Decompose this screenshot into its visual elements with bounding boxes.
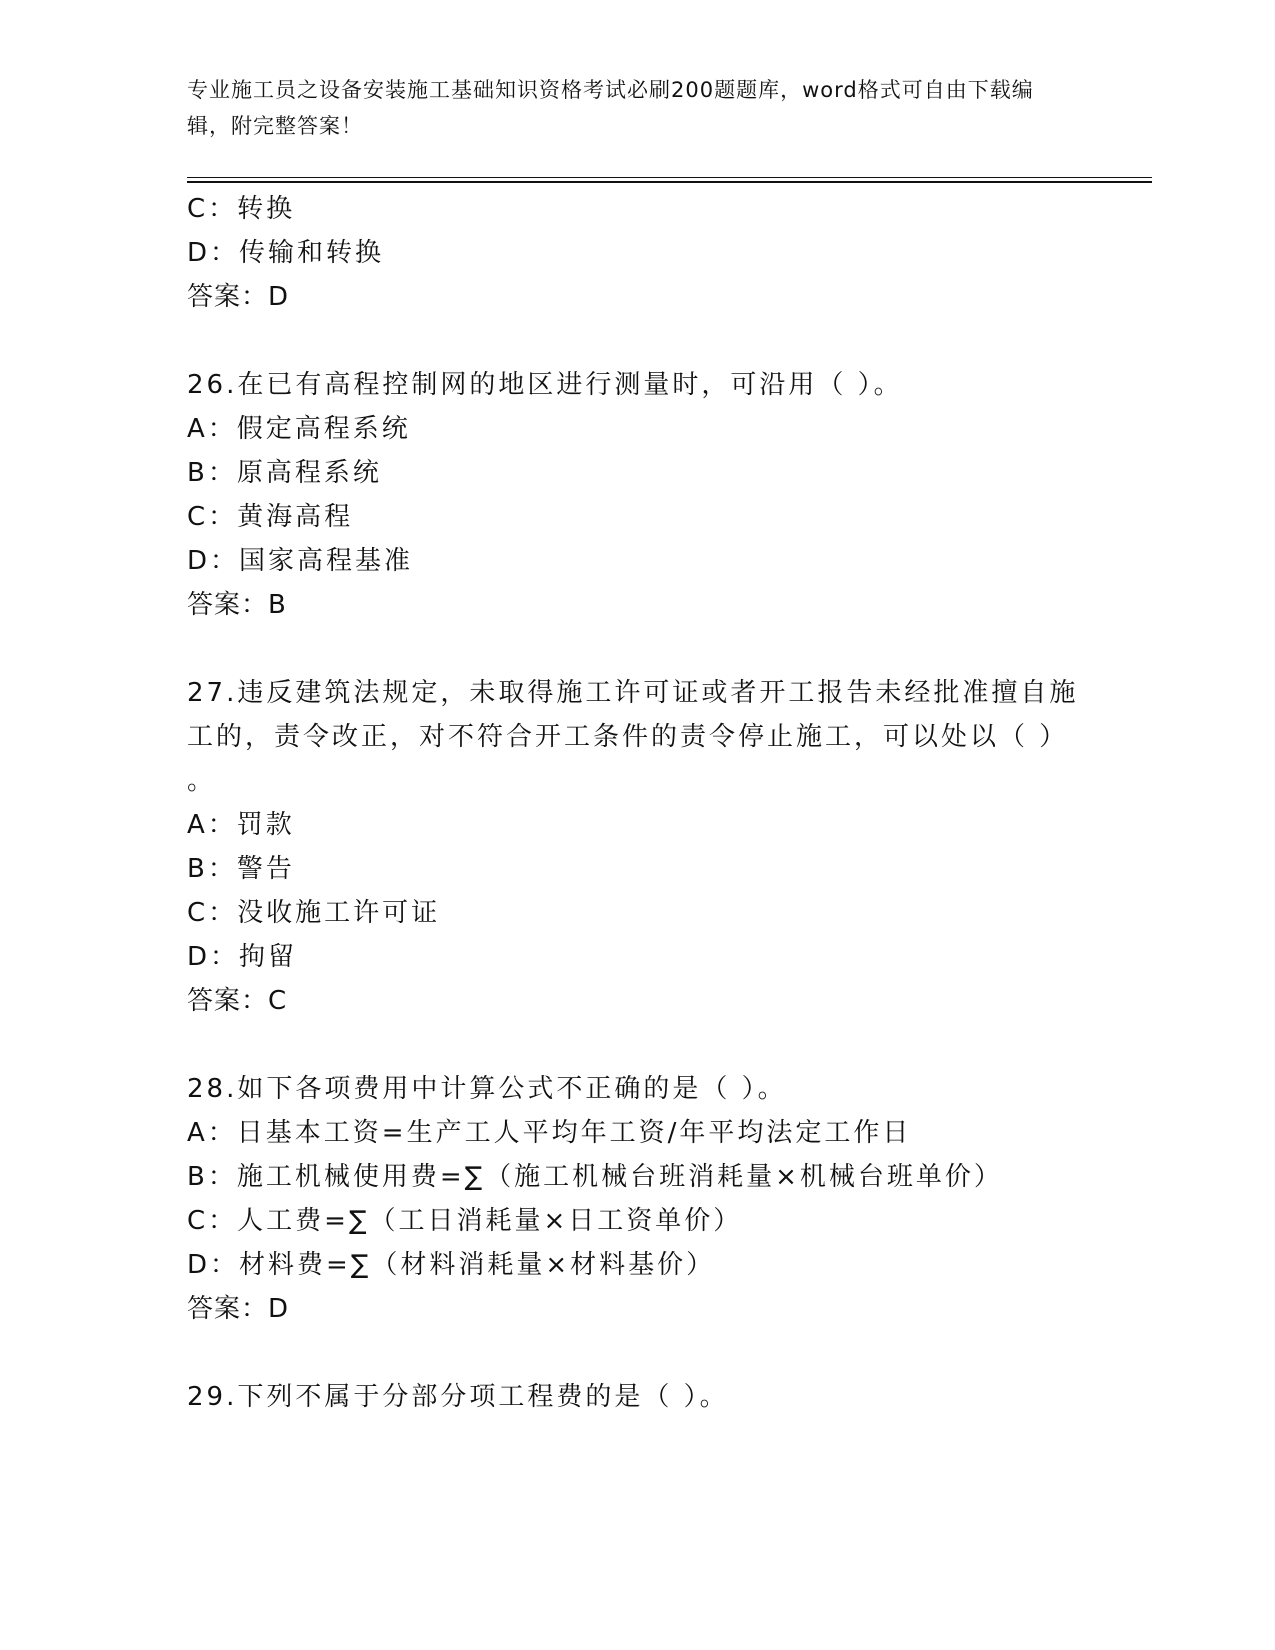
- question-stem: 27.违反建筑法规定，未取得施工许可证或者开工报告未经批准擅自施: [187, 678, 1079, 708]
- option-d: D：材料费=∑（材料消耗量×材料基价）: [187, 1250, 716, 1280]
- question-stem: 29.下列不属于分部分项工程费的是（ ）。: [187, 1382, 729, 1412]
- option-b: B：原高程系统: [187, 458, 382, 488]
- question-stem: 28.如下各项费用中计算公式不正确的是（ ）。: [187, 1074, 787, 1104]
- question-stem: 26.在已有高程控制网的地区进行测量时，可沿用（ ）。: [187, 370, 903, 400]
- question-stem-line: 工的，责令改正，对不符合开工条件的责令停止施工，可以处以（ ）: [187, 722, 1069, 752]
- answer: 答案：D: [187, 1294, 290, 1324]
- option-a: A：假定高程系统: [187, 414, 411, 444]
- header-rule-thin: [187, 177, 1152, 178]
- option-d: D：拘留: [187, 942, 298, 972]
- option-c: C：黄海高程: [187, 502, 354, 532]
- option-d: D：国家高程基准: [187, 546, 414, 576]
- answer: 答案：D: [187, 282, 290, 312]
- question-stem-line: 。: [187, 766, 217, 796]
- option-a: A：罚款: [187, 810, 295, 840]
- option-c: C：人工费=∑（工日消耗量×日工资单价）: [187, 1206, 743, 1236]
- option-c: C：没收施工许可证: [187, 898, 441, 928]
- answer: 答案：B: [187, 590, 287, 620]
- option-b: B：警告: [187, 854, 295, 884]
- header-rule-thick: [187, 181, 1152, 183]
- option-c: C：转换: [187, 194, 296, 224]
- answer: 答案：C: [187, 986, 288, 1016]
- option-d: D：传输和转换: [187, 238, 385, 268]
- option-a: A：日基本工资=生产工人平均年工资/年平均法定工作日: [187, 1118, 912, 1148]
- document-header: 专业施工员之设备安装施工基础知识资格考试必刷200题题库，word格式可自由下载编辑，附完整答案！: [187, 78, 1034, 138]
- option-b: B：施工机械使用费=∑（施工机械台班消耗量×机械台班单价）: [187, 1162, 1003, 1192]
